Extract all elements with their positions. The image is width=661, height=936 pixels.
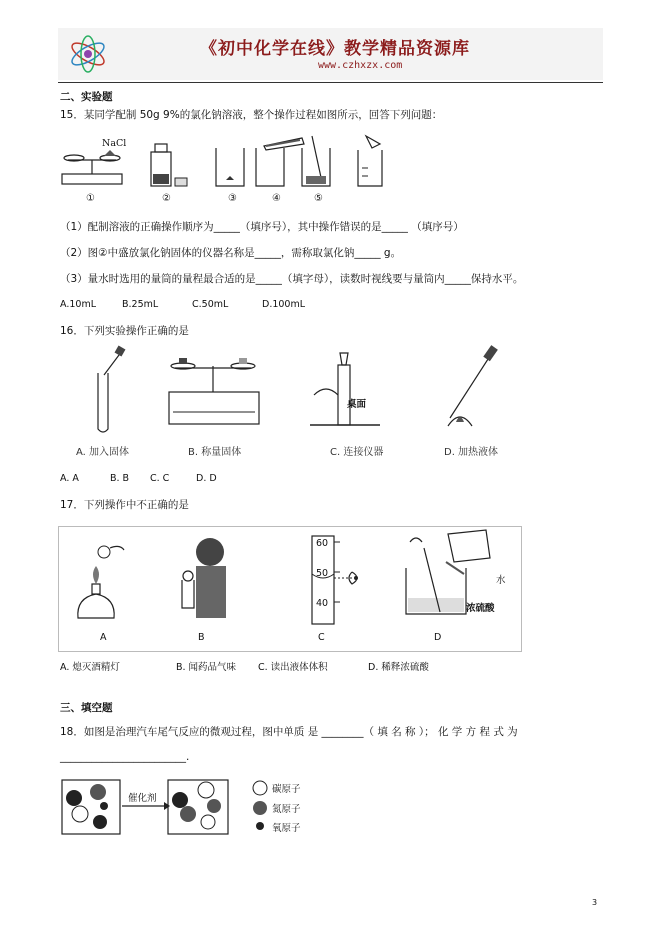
q17-option-b: B. 闻药品气味 [176,662,237,673]
scale-40: 40 [316,598,329,609]
carbon-atom-legend-icon [252,780,268,796]
q17-figure-b-smell [160,536,240,622]
q15-line3: （3）量水时选用的量筒的量程最合适的是_____（填字母），读数时视线要与量筒内_____保持水平。 [60,273,524,285]
atom-logo-icon [66,32,110,76]
header-url: www.czhxzx.com [318,60,403,71]
fig-label-4: ④ [272,193,281,204]
q16-figure-b-balance [165,352,265,428]
q17-letter-c: C [318,632,325,643]
q17-figure-a-lamp [70,540,130,620]
q15-option-b: B.25mL [122,299,159,310]
q16-option-d: D. D [196,473,217,484]
page-number: 3 [592,898,598,907]
q17-letter-a: A [100,632,107,643]
section-title-fill: 三、填空题 [60,702,113,714]
q15-option-c: C.50mL [192,299,229,310]
q16-option-a: A. A [60,473,79,484]
q16-figure-c-connect [310,345,380,431]
q15-line2: （2）图②中盛放氯化钠固体的仪器名称是_____，需称取氯化钠_____ g。 [60,247,402,259]
q15-line1: （1）配制溶液的正确操作顺序为_____（填序号），其中操作错误的是_____ （填序号） [60,221,464,233]
fig-label-5: ⑤ [314,193,323,204]
water-label: 水 [496,575,506,586]
scale-50: 50 [316,568,329,579]
q17-option-a: A. 熄灭酒精灯 [60,662,120,673]
q16-caption-a: A. 加入固体 [76,447,130,458]
q15-figure-bottle [145,140,195,190]
fig-label-2: ② [162,193,171,204]
q16-caption-d: D. 加热液体 [444,447,499,458]
q15-option-d: D.100mL [262,299,306,310]
q15-option-a: A.10mL [60,299,96,310]
catalyst-label: 催化剂 [128,793,157,804]
fig-label-1: ① [86,193,95,204]
q18-reaction-figure [60,778,250,836]
legend-oxygen: 氧原子 [272,823,301,834]
q16-caption-c: C. 连接仪器 [330,447,384,458]
q16-option-c: C. C [150,473,170,484]
q17-letter-d: D [434,632,442,643]
q18-blank: ________________________. [60,751,190,763]
header-divider [58,82,603,83]
oxygen-atom-legend-icon [254,820,266,832]
q17-option-c: C. 读出液体体积 [258,662,328,673]
scale-60: 60 [316,538,329,549]
legend-carbon: 碳原子 [272,784,301,795]
header-title: 《初中化学在线》教学精品资源库 [200,39,470,59]
q18-stem: 18．如图是治理汽车尾气反应的微观过程，图中单质 是 ________（ 填 名 称 ）； 化 学 方 程 式 为 [60,726,518,738]
nacl-label: NaCl [102,138,127,149]
desk-label: 桌面 [347,399,367,410]
acid-label: 浓硫酸 [466,603,495,614]
q15-figure-beaker [210,140,250,190]
section-title-experiment: 二、实验题 [60,91,113,103]
q16-figure-a-test-tube [90,345,130,435]
q16-option-b: B. B [110,473,130,484]
legend-nitrogen: 氮原子 [272,804,301,815]
q15-stem: 15．某同学配制 50g 9%的氯化钠溶液，整个操作过程如图所示，回答下列问题： [60,109,443,121]
q16-figure-d-heat [440,348,520,428]
q17-letter-b: B [198,632,205,643]
fig-label-3: ③ [228,193,237,204]
nitrogen-atom-legend-icon [252,800,268,816]
q17-option-d: D. 稀释浓硫酸 [368,662,429,673]
q17-figure-c-read-volume [300,536,380,626]
q17-stem: 17．下列操作中不正确的是 [60,499,189,511]
q15-figure-stir [298,132,338,190]
q16-caption-b: B. 称量固体 [188,447,242,458]
q15-figure-cylinder [352,132,392,190]
q16-stem: 16．下列实验操作正确的是 [60,325,189,337]
